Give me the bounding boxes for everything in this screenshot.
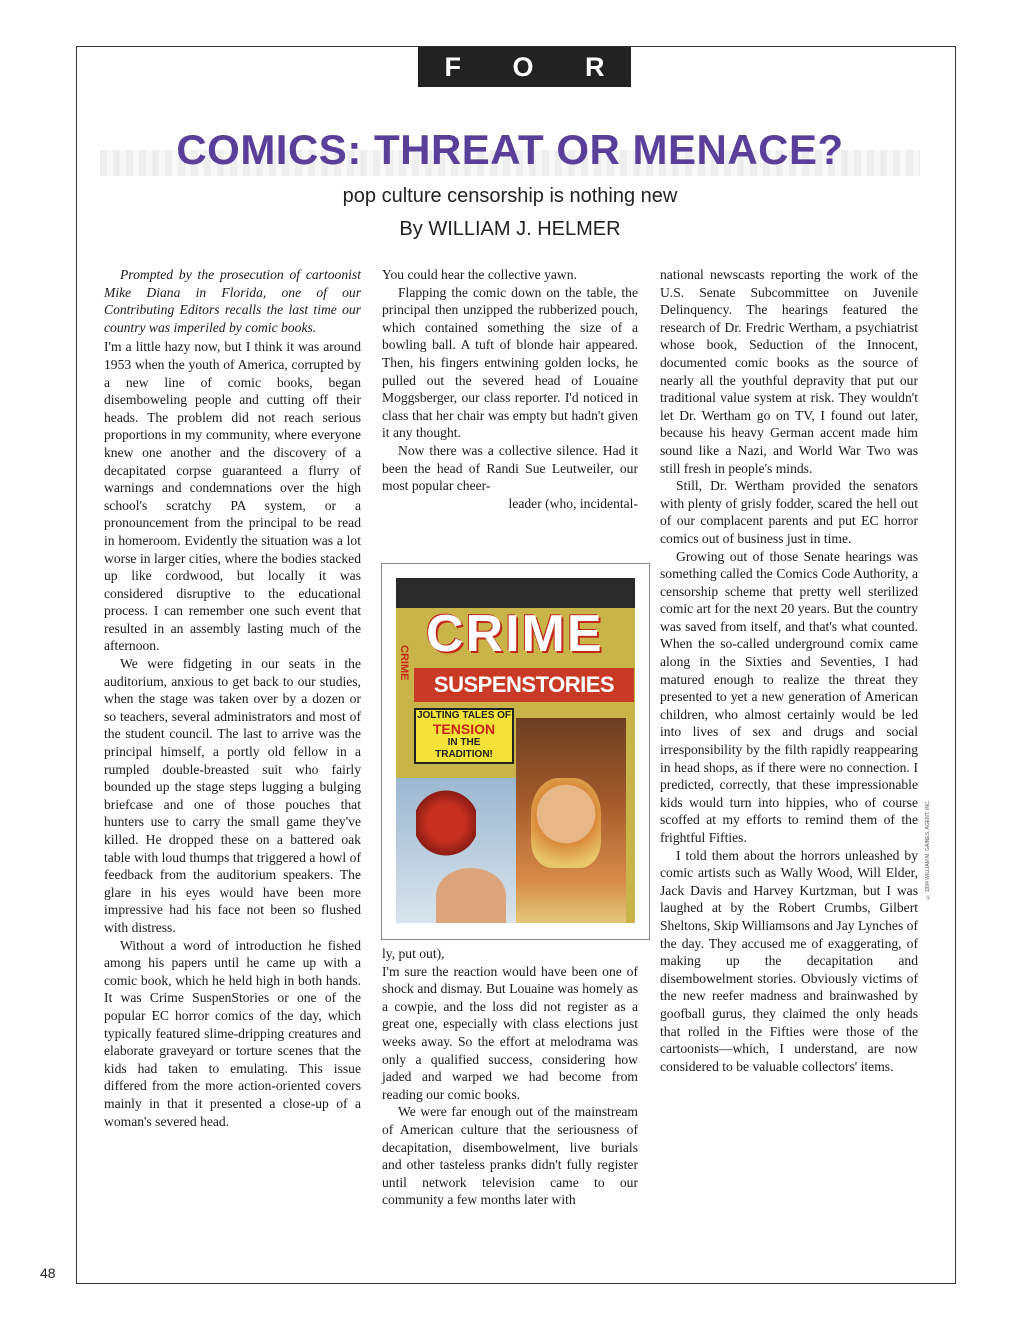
banner-bottom: TRADITION! <box>435 749 493 760</box>
banner-main: TENSION <box>432 721 496 737</box>
column-2-bottom <box>382 945 638 1209</box>
comic-banner <box>414 708 514 764</box>
comic-cover-image <box>381 563 650 940</box>
paragraph-continuation: leader (who, incidental- <box>508 495 638 511</box>
comic-cover-art <box>396 578 635 923</box>
intro-text: Prompted by the prosecution of cartoonist Mike Diana in Florida, one of our Contributing Editors recalls the last time our country was imperiled by comic books. <box>104 267 361 335</box>
article-title: COMICS: THREAT OR MENACE? <box>176 126 844 173</box>
paragraph: Still, Dr. Wertham provided the senators with plenty of grisly fodder, scared the hell out of our complacent parents and put EC horror comics out of business just in time. <box>660 478 918 546</box>
paragraph: I told them about the horrors unleashed by comic artists such as Wally Wood, Will Elder, Jack Davis and Harvey Kurtzman, but I was laughed at by the Robert Crumbs, Gilbert Sheltons, Skip Williamsons and Jay Lynches of the day. They accused me of exaggerating, of making up the decapitation and disembowelment stories. Obviously victims of the new reefer madness and brainwashed by goofball gurus, they claimed the only heads that rolled in the Fifties were those of the cartoonists—which, I understand, are now considered to be valuable collectors' items. <box>660 847 918 1074</box>
comic-side-label: CRIME <box>396 608 410 718</box>
cover-art-axe <box>416 788 476 858</box>
paragraph: We were far enough out of the mainstream of American culture that the seriousness of decapitation, disembowelment, live burials and other tasteless pranks didn't fully register until network television came to our community a few months later with <box>382 1104 638 1208</box>
cover-art-head <box>531 778 601 868</box>
section-label: F O R U M <box>418 47 631 87</box>
banner-top: JOLTING TALES OF <box>416 710 512 721</box>
paragraph: Flapping the comic down on the table, the principal then unzipped the rubberized pouch, which contained something the size of a bowling ball. A tuft of blonde hair appeared. Then, his fingers entwining golden locks, he pulled out the severed head of Louaine Moggsberger, our class reporter. I'd noticed in class that her chair was empty but hadn't given it any thought. <box>382 284 638 441</box>
image-copyright: © 1994 WILLIAM M. GAINES, AGENT, INC. <box>925 800 931 900</box>
column-1 <box>104 266 361 1130</box>
paragraph: We were fidgeting in our seats in the auditorium, anxious to get back to our studies, when the stage was taken over by a dozen or so teachers, several administrators and most of the student council. The last to arrive was the principal himself, a portly old fellow in a rumpled double-breasted suit who fairly bounded up the stage steps lugging a bulging briefcase and one of those pouches that hunters use to carry the small game they've killed. He dropped these on a battered oak table with loud thumps that triggered a howl of feedback from the auditorium speakers. The glare in his eyes would have been more impressive had his face not been so flushed with distress. <box>104 656 361 935</box>
comic-title: CRIME <box>426 605 604 663</box>
comic-subtitle: SUSPENSTORIES <box>414 668 634 702</box>
paragraph: You could hear the collective yawn. <box>382 267 577 282</box>
paragraph: ly, put out), <box>382 946 445 961</box>
banner-mid: IN THE <box>447 737 481 748</box>
paragraph: Now there was a collective silence. Had it been the head of Randi Sue Leutweiler, our most popular cheer- <box>382 442 638 494</box>
paragraph: national newscasts reporting the work of the U.S. Senate Subcommittee on Juvenile Delinquency. The hearings featured the research of Dr. Fredric Wertham, a psychiatrist whose book, Seduction of the Innocent, documented comic books as the source of nearly all the youthful depravity that put our traditional value system at risk. They wouldn't let Dr. Wertham go on TV, I found out later, because his heavy German accent made him sound like a Nazi, and World War Two was still fresh in people's minds. <box>660 267 918 476</box>
paragraph: I'm a little hazy now, but I think it was around 1953 when the youth of America, corrupted by a new line of comic books, began disemboweling people and cutting off their heads. The problem did not reach serious proportions in my community, where everyone knew one another and the discovery of a decapitated corpse guaranteed a flurry of warnings and condemnations over the high school's scratchy PA system, or a pronouncement from the principal to be read in homeroom. Evidently the situation was a lot worse in larger cities, where the bodies stacked up like cordwood, but locally it was considered disruptive to the educational process. I can remember one such event that resulted in an assembly lasting much of the afternoon. <box>104 339 361 654</box>
paragraph: Without a word of introduction he fished among his papers until he came up with a comic book, which he held high in both hands. It was Crime SuspenStories or one of the popular EC horror comics of the day, which typically featured slime-dripping creatures and elaborate graveyard or torture scenes that the kids had taken to emulating. This issue differed from the more action-oriented covers mainly in that it presented a close-up of a woman's severed head. <box>104 937 361 1129</box>
cover-art-victim <box>436 868 506 923</box>
page-number: 48 <box>40 1265 56 1281</box>
byline: By WILLIAM J. HELMER <box>399 218 621 240</box>
column-2-top <box>382 266 638 512</box>
paragraph: I'm sure the reaction would have been one of shock and dismay. But Louaine was homely as a cowpie, and the loss did not register as a great one, especially with class elections just weeks away. So the effort at melodrama was only a qualified success, considering how jaded and warped we had become from reading our comic books. <box>382 963 638 1102</box>
article-subtitle: pop culture censorship is nothing new <box>342 185 678 207</box>
paragraph: Growing out of those Senate hearings was something called the Comics Code Authority, a censorship scheme that pretty well sterilized comic art for the next 20 years. But the country was saved from itself, and that's what counted. When the so-called underground comix came along in the Sixties and Seventies, I had matured enough to realize the threat they presented to yet a new generation of American children, who almost certainly would be led into lives of sex and drugs and social irresponsibility by the filth rapidly reappearing in head shops, as if there were no connection. I predicted, correctly, that these impressionable kids would turn into hippies, who of course scoffed at my efforts to remind them of the frightful Fifties. <box>660 548 918 845</box>
column-3 <box>660 266 918 1075</box>
